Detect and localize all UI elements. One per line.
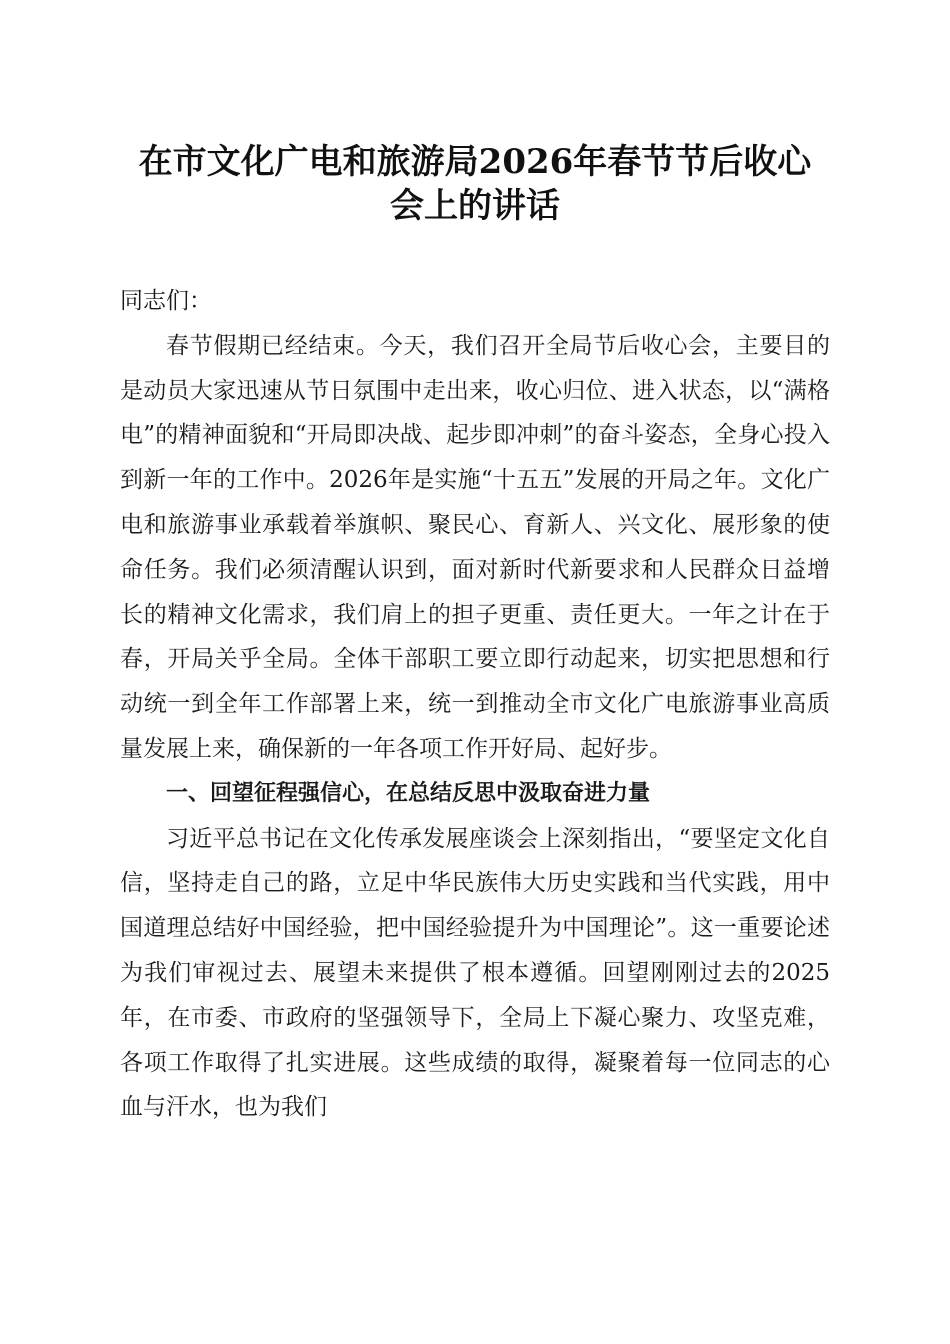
salutation: 同志们： [120, 288, 212, 314]
paragraph-section-1: 习近平总书记在文化传承发展座谈会上深刻指出，“要坚定文化自信，坚持走自己的路，立足中华民族伟大历史实践和当代实践，用中国道理总结好中国经验，把中国经验提升为中国理论”。这一重要论述为我们审视过去、展望未来提供了根本遵循。回望刚刚过去的2025年，在市委、市政府的坚强领导下，全局上下凝心聚力、攻坚克难，各项工作取得了扎实进展。这些成绩的取得，凝聚着每一位同志的心血与汗水，也为我们 [120, 825, 830, 1121]
document-title-line-2: 会上的讲话 [390, 186, 560, 226]
section-heading-1: 一、回望征程强信心，在总结反思中汲取奋进力量 [166, 780, 651, 806]
document-body [120, 279, 830, 1130]
document-title-line-1: 在市文化广电和旅游局2026年春节节后收心 [138, 142, 812, 182]
paragraph-opening: 春节假期已经结束。今天，我们召开全局节后收心会，主要目的是动员大家迅速从节日氛围中走出来，收心归位、进入状态，以“满格电”的精神面貌和“开局即决战、起步即冲刺”的奋斗姿态，全身心投入到新一年的工作中。2026年是实施“十五五”发展的开局之年。文化广电和旅游事业承载着举旗帜、聚民心、育新人、兴文化、展形象的使命任务。我们必须清醒认识到，面对新时代新要求和人民群众日益增长的精神文化需求，我们肩上的担子更重、责任更大。一年之计在于春，开局关乎全局。全体干部职工要立即行动起来，切实把思想和行动统一到全年工作部署上来，统一到推动全市文化广电旅游事业高质量发展上来，确保新的一年各项工作开好局、起好步。 [120, 332, 830, 762]
